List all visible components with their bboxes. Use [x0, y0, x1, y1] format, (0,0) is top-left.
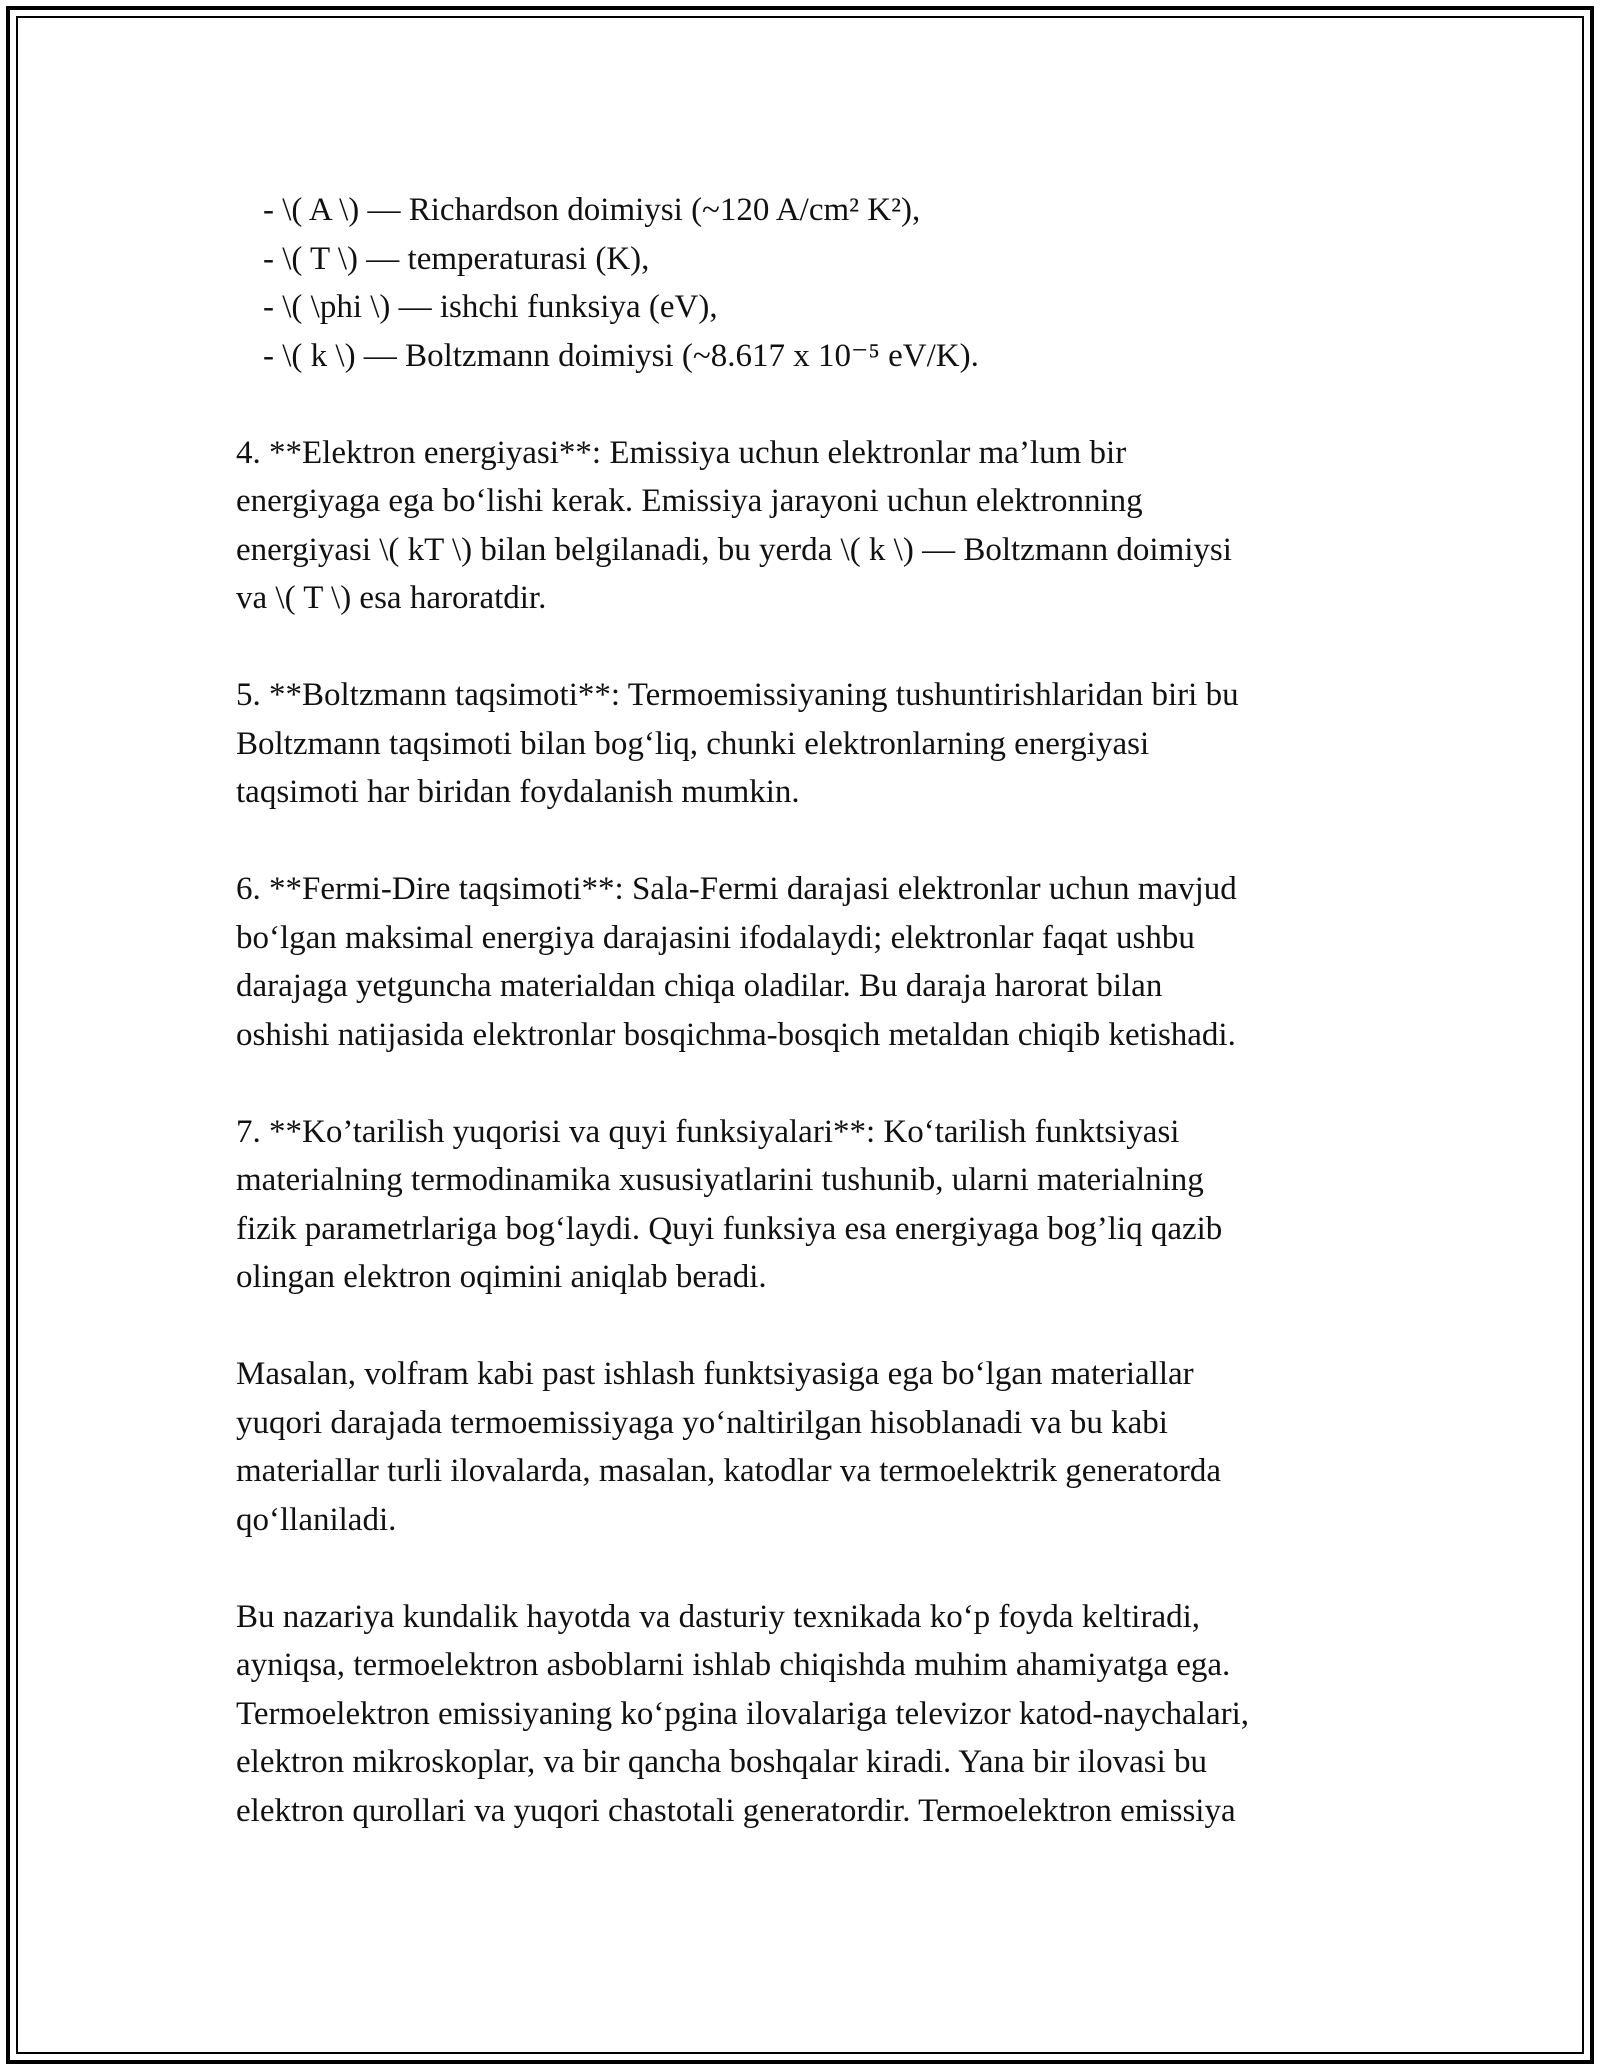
text-line: fizik parametrlariga bog‘laydi. Quyi funksiya esa energiyaga bog’liq qazib — [236, 1210, 1223, 1247]
text-line: Masalan, volfram kabi past ishlash funktsiyasiga ega bo‘lgan materiallar — [236, 1356, 1194, 1392]
text-line: yuqori darajada termoemissiyaga yo‘naltirilgan hisoblanadi va bu kabi — [236, 1404, 1168, 1441]
text-line: 6. **Fermi-Dire taqsimoti**: Sala-Fermi darajasi elektronlar uchun mavjud — [236, 871, 1237, 907]
text-line: Termoelektron emissiyaning ko‘pgina ilovalariga televizor katod-naychalari, — [236, 1695, 1249, 1732]
paragraph-fermi-distribution — [236, 865, 1426, 1059]
text-line: energiyaga ega bo‘lishi kerak. Emissiya jarayoni uchun elektronning — [236, 483, 1143, 519]
text-line: ayniqsa, termoelektron asboblarni ishlab chiqishda muhim ahamiyatga ega. — [236, 1647, 1231, 1683]
variable-item-phi: - \( \phi \) — ishchi funksiya (eV), — [263, 289, 718, 325]
text-line: materiallar turli ilovalarda, masalan, katodlar va termoelektrik generatorda — [236, 1453, 1221, 1489]
text-line: elektron qurollari va yuqori chastotali generatordir. Termoelektron emissiya — [236, 1792, 1236, 1829]
text-line: taqsimoti har biridan foydalanish mumkin. — [236, 774, 800, 810]
text-line: darajaga yetguncha materialdan chiqa oladilar. Bu daraja harorat bilan — [236, 968, 1163, 1004]
variable-item-a: - \( A \) — Richardson doimiysi (~120 A/cm² K²), — [263, 192, 921, 228]
variable-item-k: - \( k \) — Boltzmann doimiysi (~8.617 x 10⁻⁵ eV/K). — [263, 337, 979, 374]
text-line: va \( T \) esa haroratdir. — [236, 580, 547, 616]
document-body — [236, 186, 1426, 1835]
variable-item-t: - \( T \) — temperaturasi (K), — [263, 240, 650, 277]
variable-list — [236, 186, 1426, 380]
text-line: Bu nazariya kundalik hayotda va dasturiy texnikada ko‘p foyda keltiradi, — [236, 1598, 1201, 1635]
text-line: 5. **Boltzmann taqsimoti**: Termoemissiyaning tushuntirishlaridan biri bu — [236, 677, 1239, 713]
paragraph-tungsten-example — [236, 1350, 1426, 1544]
paragraph-electron-energy — [236, 429, 1426, 623]
text-line: energiyasi \( kT \) bilan belgilanadi, bu yerda \( k \) — Boltzmann doimiysi — [236, 531, 1232, 568]
text-line: Boltzmann taqsimoti bilan bog‘liq, chunki elektronlarning energiyasi — [236, 725, 1150, 762]
text-line: oshishi natijasida elektronlar bosqichma-bosqich metaldan chiqib ketishadi. — [236, 1016, 1236, 1053]
text-line: qo‘llaniladi. — [236, 1501, 397, 1538]
text-line: materialning termodinamika xususiyatlarini tushunib, ularni materialning — [236, 1162, 1204, 1198]
text-line: elektron mikroskoplar, va bir qancha boshqalar kiradi. Yana bir ilovasi bu — [236, 1744, 1208, 1780]
text-line: 4. **Elektron energiyasi**: Emissiya uchun elektronlar ma’lum bir — [236, 434, 1127, 471]
paragraph-applications — [236, 1593, 1426, 1836]
text-line: 7. **Ko’tarilish yuqorisi va quyi funksiyalari**: Ko‘tarilish funktsiyasi — [236, 1113, 1180, 1150]
text-line: olingan elektron oqimini aniqlab beradi. — [236, 1259, 767, 1295]
paragraph-rise-functions — [236, 1108, 1426, 1302]
paragraph-boltzmann-distribution — [236, 671, 1426, 817]
text-line: bo‘lgan maksimal energiya darajasini ifodalaydi; elektronlar faqat ushbu — [236, 919, 1195, 956]
